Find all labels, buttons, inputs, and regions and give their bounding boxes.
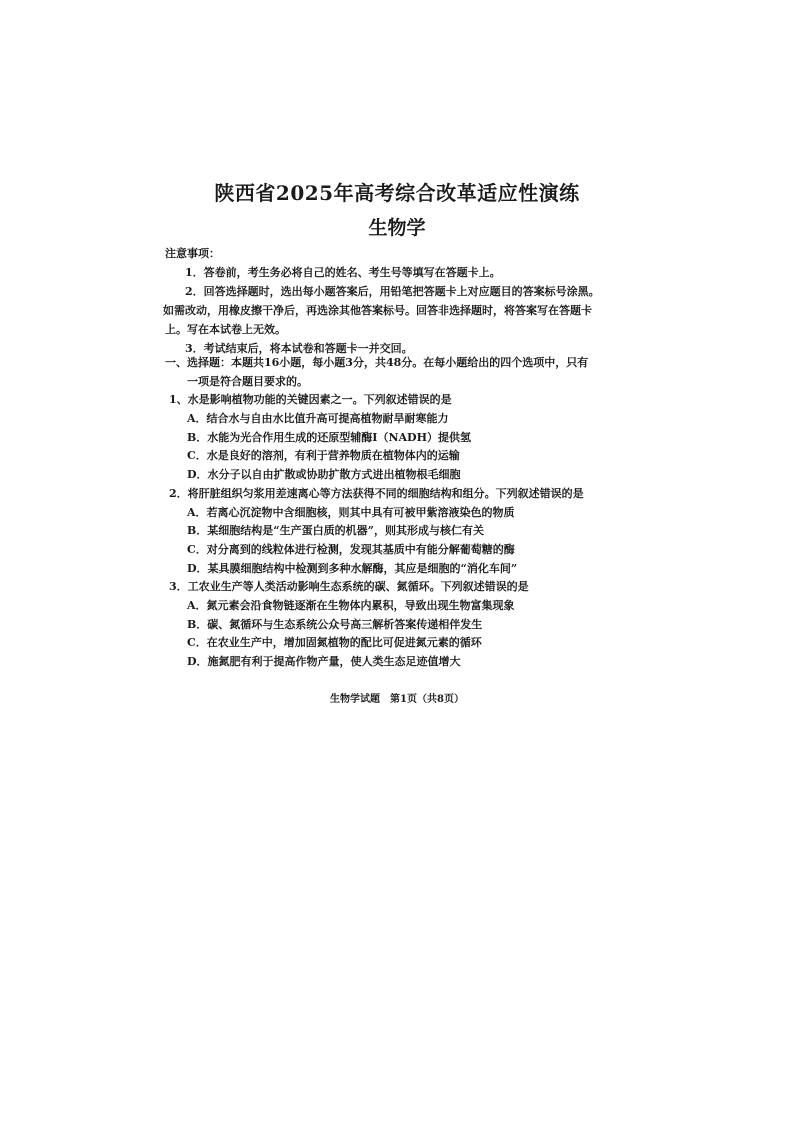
choice-section xyxy=(165,354,645,672)
page-subtitle: 生物学 xyxy=(368,217,426,239)
question-option: B．某细胞结构是“生产蛋白质的机器”，则其形成与核仁有关 xyxy=(187,524,484,538)
question-option: A．结合水与自由水比值升高可提高植物耐旱耐寒能力 xyxy=(187,412,449,426)
question-stem: 2．将肝脏组织匀浆用差速离心等方法获得不同的细胞结构和组分。下列叙述错误的是 xyxy=(169,486,584,500)
question-option: D．施氮肥有利于提高作物产量，使人类生态足迹值增大 xyxy=(187,655,461,668)
question-stem: 3．工农业生产等人类活动影响生态系统的碳、氮循环。下列叙述错误的是 xyxy=(169,580,529,594)
notes-item: 如需改动，用橡皮擦干净后，再选涂其他答案标号。回答非选择题时，将答案写在答题卡 xyxy=(163,304,592,317)
question-option: C．对分离到的线粒体进行检测，发现其基质中有能分解葡萄糖的酶 xyxy=(187,542,515,556)
question-option: A．氮元素会沿食物链逐渐在生物体内累积，导致出现生物富集现象 xyxy=(187,598,515,612)
question-option: D．水分子以自由扩散或协助扩散方式进出植物根毛细胞 xyxy=(187,468,461,482)
notes-item: 1．答卷前，考生务必将自己的姓名、考生号等填写在答题卡上。 xyxy=(185,266,501,279)
question-stem: 1、水是影响植物功能的关键因素之一。下列叙述错误的是 xyxy=(169,393,452,407)
section-title: 一、选择题：本题共16小题，每小题3分，共48分。在每小题给出的四个选项中，只有 xyxy=(165,356,589,369)
page-title: 陕西省2025年高考综合改革适应性演练 xyxy=(214,181,580,205)
notes-item: 2．回答选择题时，选出每小题答案后，用铅笔把答题卡上对应题目的答案标号涂黑。 xyxy=(185,285,600,298)
notes-item: 3．考试结束后，将本试卷和答题卡一并交回。 xyxy=(185,342,413,355)
question-option: A．若离心沉淀物中含细胞核，则其中具有可被甲紫溶液染色的物质 xyxy=(187,505,515,519)
section-title-cont: 一项是符合题目要求的。 xyxy=(187,374,308,388)
notes-block xyxy=(165,244,640,358)
question-option: D．某具膜细胞结构中检测到多种水解酶，其应是细胞的“消化车间” xyxy=(187,561,518,575)
page-footer: 生物学试题 第1页（共8页） xyxy=(330,694,464,705)
question-option: C．在农业生产中，增加固氮植物的配比可促进氮元素的循环 xyxy=(187,636,482,650)
question-option: C．水是良好的溶剂，有利于营养物质在植物体内的运输 xyxy=(187,449,460,463)
question-option: B．水能为光合作用生成的还原型辅酶I（NADH）提供氢 xyxy=(187,430,471,444)
notes-item: 上。写在本试卷上无效。 xyxy=(165,323,286,336)
notes-heading: 注意事项： xyxy=(165,247,220,260)
question-option: B．碳、氮循环与生态系统公众号高三解析答案传递相伴发生 xyxy=(187,617,483,631)
